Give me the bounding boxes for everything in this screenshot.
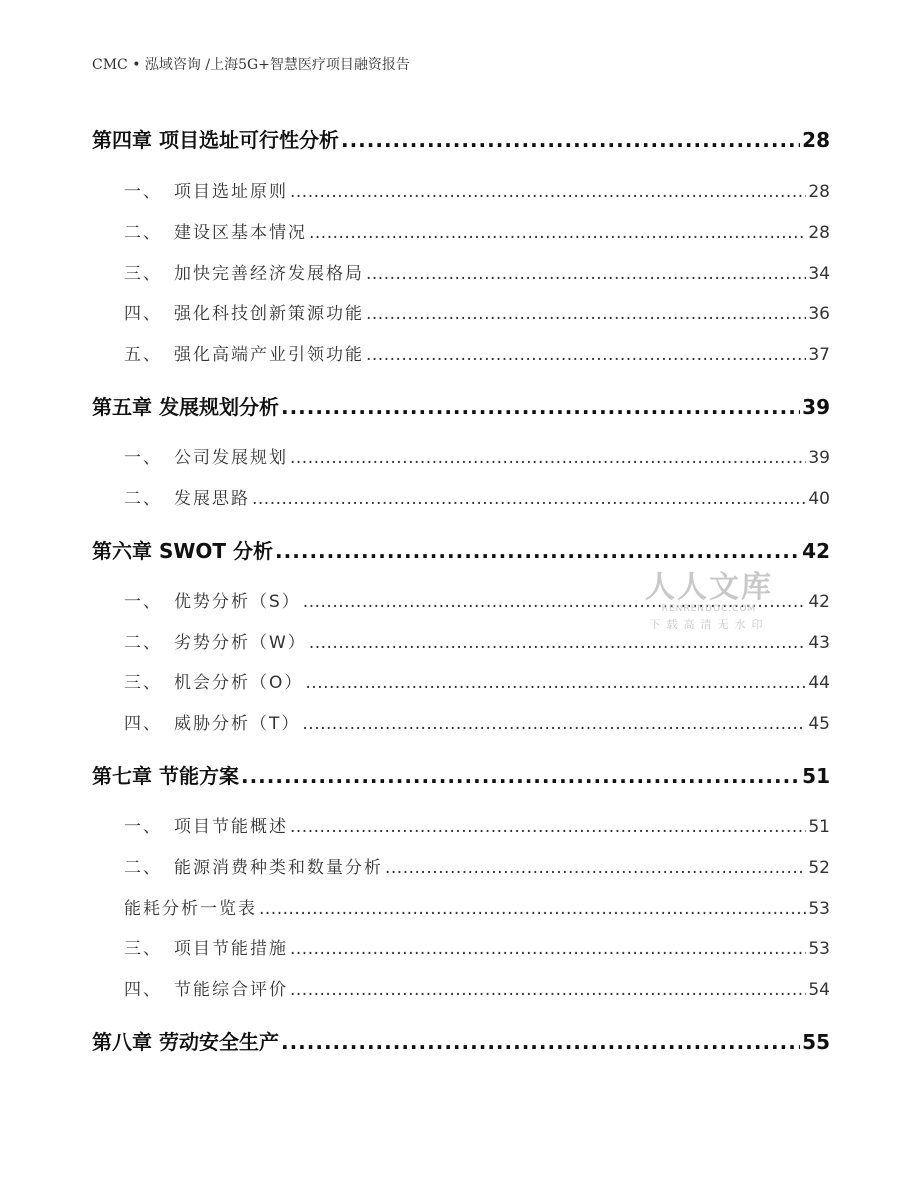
toc-page: 34: [808, 264, 830, 284]
leader-dots: [275, 539, 800, 563]
leader-dots: [366, 345, 806, 365]
toc-title: 项目节能措施: [174, 939, 288, 959]
toc-chapter-7[interactable]: [92, 760, 830, 789]
toc-section[interactable]: [92, 484, 830, 509]
toc-page: 42: [802, 539, 830, 563]
leader-dots: [290, 939, 806, 959]
toc-section[interactable]: [92, 934, 830, 959]
watermark-url: RENRENDOC.COM: [661, 604, 757, 614]
toc-title: 第六章 SWOT 分析: [92, 539, 274, 563]
toc-section[interactable]: [92, 259, 830, 284]
watermark-subtitle: 下载高清无水印: [649, 618, 769, 631]
toc-title: 能源消费种类和数量分析: [174, 858, 383, 878]
toc-page: 51: [808, 817, 830, 837]
toc-subsection[interactable]: [92, 894, 830, 919]
toc-title: 第八章 劳动安全生产: [92, 1030, 279, 1054]
toc-page: 45: [808, 714, 830, 734]
toc-chapter-5[interactable]: [92, 391, 830, 420]
toc-title: 劣势分析（W）: [174, 633, 307, 653]
toc-title: 第五章 发展规划分析: [92, 395, 279, 419]
toc-page: 43: [808, 633, 830, 653]
toc-page: 42: [808, 592, 830, 612]
toc-num: 一、: [124, 817, 162, 837]
watermark-logo-text: 人人文库: [645, 570, 773, 605]
toc-num: 四、: [124, 304, 162, 324]
leader-dots: [259, 899, 806, 919]
toc-title: 项目节能概述: [174, 817, 288, 837]
leader-dots: [366, 304, 806, 324]
leader-dots: [290, 980, 806, 1000]
leader-dots: [341, 128, 800, 152]
toc-title: 能耗分析一览表: [124, 899, 257, 919]
toc-page: 55: [802, 1030, 830, 1054]
leader-dots: [309, 633, 807, 653]
leader-dots: [305, 673, 806, 693]
leader-dots: [281, 395, 800, 419]
toc-num: 一、: [124, 592, 162, 612]
toc-section[interactable]: [92, 177, 830, 202]
toc-page: 53: [808, 899, 830, 919]
toc-title: 第七章 节能方案: [92, 764, 239, 788]
leader-dots: [385, 858, 806, 878]
toc-page: 28: [808, 223, 830, 243]
toc-chapter-8[interactable]: [92, 1026, 830, 1055]
toc-section[interactable]: [92, 812, 830, 837]
toc-section[interactable]: [92, 709, 830, 734]
toc-page: 28: [808, 182, 830, 202]
leader-dots: [290, 182, 806, 202]
leader-dots: [366, 264, 806, 284]
toc-num: 三、: [124, 264, 162, 284]
toc-title: 威胁分析（T）: [174, 714, 301, 734]
toc-title: 加快完善经济发展格局: [174, 264, 364, 284]
toc-chapter-4[interactable]: [92, 124, 830, 153]
toc-section[interactable]: [92, 299, 830, 324]
toc-num: 二、: [124, 633, 162, 653]
toc-title: 机会分析（O）: [174, 673, 304, 693]
page-header: CMC • 泓域咨询 /上海5G+智慧医疗项目融资报告: [92, 57, 410, 73]
leader-dots: [290, 817, 806, 837]
toc-title: 公司发展规划: [174, 448, 288, 468]
toc-num: 三、: [124, 673, 162, 693]
toc-page: 44: [808, 673, 830, 693]
toc-section[interactable]: [92, 218, 830, 243]
toc-title: 第四章 项目选址可行性分析: [92, 128, 339, 152]
toc-page: 51: [802, 764, 830, 788]
toc-title: 强化高端产业引领功能: [174, 345, 364, 365]
toc-page: 39: [808, 448, 830, 468]
toc-section[interactable]: [92, 340, 830, 365]
toc-page: 54: [808, 980, 830, 1000]
leader-dots: [252, 489, 806, 509]
toc-page: 52: [808, 858, 830, 878]
toc-page: 28: [802, 128, 830, 152]
toc-num: 二、: [124, 223, 162, 243]
toc-title: 节能综合评价: [174, 980, 288, 1000]
leader-dots: [309, 223, 806, 243]
toc-page: 40: [808, 489, 830, 509]
toc-num: 四、: [124, 714, 162, 734]
leader-dots: [241, 764, 800, 788]
toc-page: 53: [808, 939, 830, 959]
toc-num: 四、: [124, 980, 162, 1000]
leader-dots: [290, 448, 806, 468]
leader-dots: [281, 1030, 800, 1054]
toc-num: 一、: [124, 448, 162, 468]
toc-section[interactable]: [92, 668, 830, 693]
toc-num: 二、: [124, 489, 162, 509]
toc-page: 37: [808, 345, 830, 365]
watermark: [644, 562, 774, 632]
toc-num: 一、: [124, 182, 162, 202]
toc-num: 三、: [124, 939, 162, 959]
toc-title: 优势分析（S）: [174, 592, 301, 612]
toc-chapter-6[interactable]: [92, 535, 830, 564]
toc-section[interactable]: [92, 975, 830, 1000]
leader-dots: [302, 714, 806, 734]
toc-page: 36: [808, 304, 830, 324]
toc-title: 项目选址原则: [174, 182, 288, 202]
toc-title: 强化科技创新策源功能: [174, 304, 364, 324]
toc-num: 五、: [124, 345, 162, 365]
toc-title: 发展思路: [174, 489, 250, 509]
toc-section[interactable]: [92, 853, 830, 878]
toc-section[interactable]: [92, 443, 830, 468]
toc-title: 建设区基本情况: [174, 223, 307, 243]
toc-page: 39: [802, 395, 830, 419]
toc-num: 二、: [124, 858, 162, 878]
